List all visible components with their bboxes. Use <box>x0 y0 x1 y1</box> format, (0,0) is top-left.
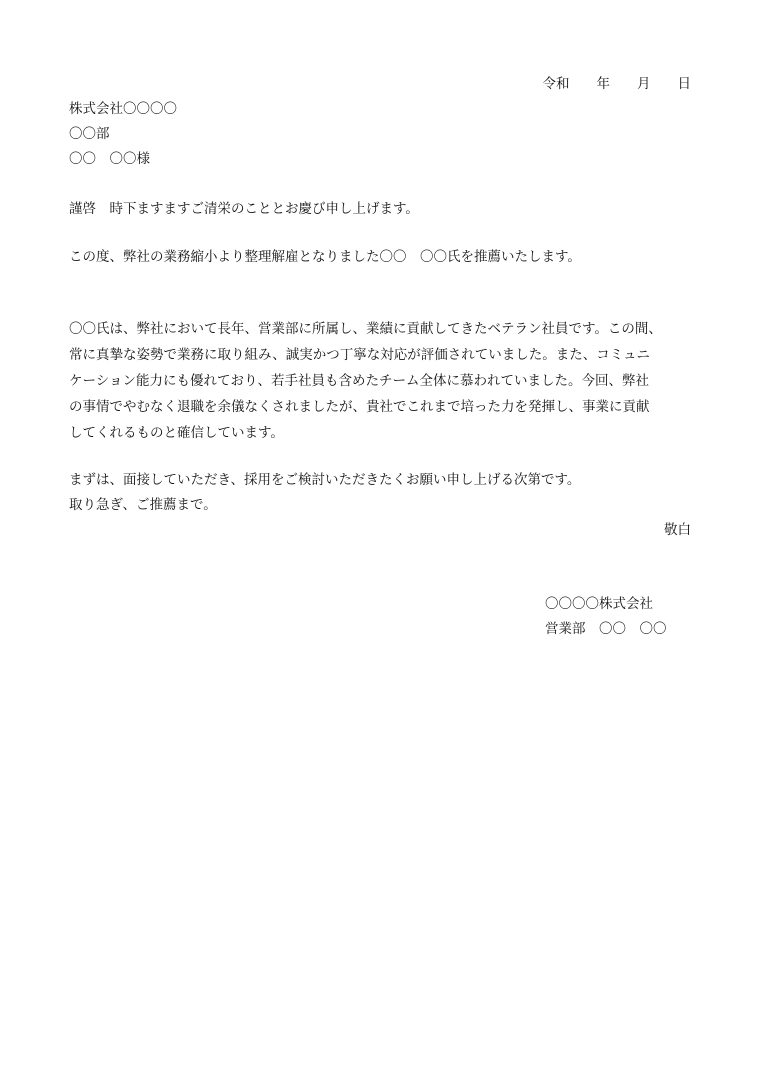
recommendation-line: ケーション能力にも優れており、若手社員も含めたチーム全体に慕われていました。今回、弊社 <box>69 373 649 389</box>
recommendation-line: してくれるものと確信しています。 <box>69 425 284 441</box>
recipient-person: 〇〇 〇〇様 <box>69 151 150 167</box>
closing-word: 敬白 <box>664 522 691 538</box>
recipient-department: 〇〇部 <box>69 126 110 142</box>
recommendation-line: 常に真摯な姿勢で業務に取り組み、誠実かつ丁寧な対応が評価されていました。また、コミュニ <box>69 347 651 363</box>
request-line: まずは、面接していただき、採用をご検討いただきたくお願い申し上げる次第です。 <box>69 472 581 488</box>
recommendation-line: 〇〇氏は、弊社において長年、営業部に所属し、業績に貢献してきたベテラン社員です。この間、 <box>69 321 662 337</box>
recipient-company: 株式会社〇〇〇〇 <box>69 101 177 117</box>
recommendation-line: の事情でやむなく退職を余儀なくされましたが、貴社でこれまで培った力を発揮し、事業に貢献 <box>69 399 650 415</box>
closing-note-line: 取り急ぎ、ご推薦まで。 <box>69 497 217 513</box>
intro-line: この度、弊社の業務縮小より整理解雇となりました〇〇 〇〇氏を推薦いたします。 <box>69 249 581 265</box>
sender-company: 〇〇〇〇株式会社 <box>545 596 653 612</box>
date-line: 令和 年 月 日 <box>542 76 691 92</box>
recommendation-paragraph <box>69 316 693 446</box>
greeting-line: 謹啓 時下ますますご清栄のこととお慶び申し上げます。 <box>69 201 419 217</box>
sender-department-person: 営業部 〇〇 〇〇 <box>545 621 667 637</box>
